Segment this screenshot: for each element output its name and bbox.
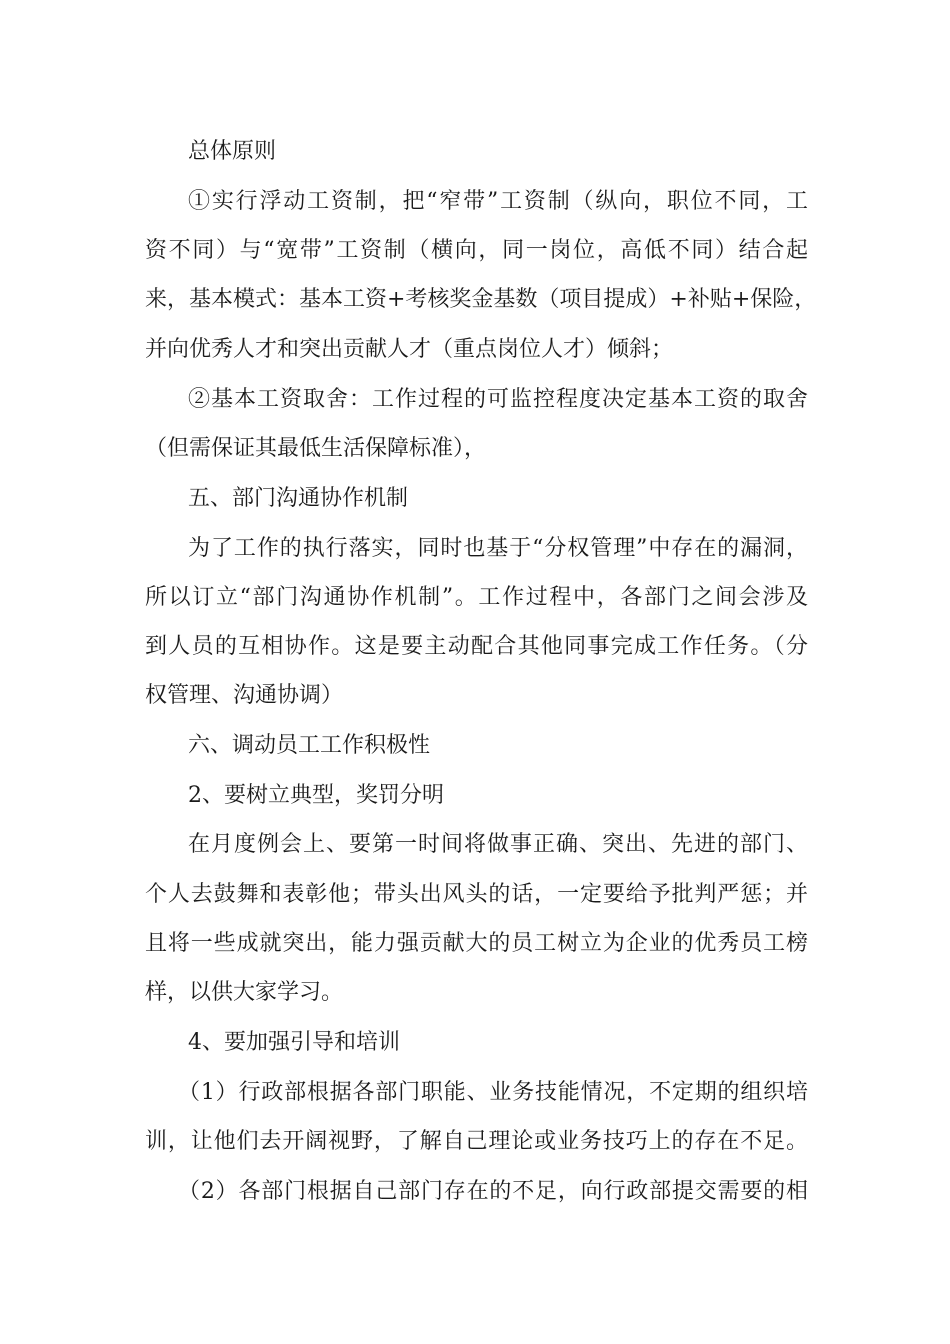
subheading-item-2: 2、要树立典型，奖罚分明: [188, 783, 444, 808]
paragraph-line: （1）行政部根据各部门职能、业务技能情况，不定期的组织培: [178, 1080, 808, 1105]
paragraph-line: 到人员的互相协作。这是要主动配合其他同事完成工作任务。（分: [145, 634, 808, 659]
subheading-item-4: 4、要加强引导和培训: [188, 1030, 400, 1055]
paragraph-line: 并向优秀人才和突出贡献人才（重点岗位人才）倾斜；: [145, 337, 674, 362]
paragraph-line: 样，以供大家学习。: [145, 980, 344, 1005]
paragraph-line: （但需保证其最低生活保障标准），: [145, 436, 487, 461]
paragraph-line: 资不同）与“宽带”工资制（横向，同一岗位，高低不同）结合起: [145, 238, 808, 263]
heading-general-principles: 总体原则: [188, 139, 277, 164]
paragraph-line: 来，基本模式：基本工资+考核奖金基数（项目提成）+补贴+保险，: [145, 287, 817, 312]
paragraph-line: 所以订立“部门沟通协作机制”。工作过程中，各部门之间会涉及: [145, 585, 808, 610]
section-heading-six: 六、调动员工工作积极性: [188, 733, 431, 758]
paragraph-line: 且将一些成就突出，能力强贡献大的员工树立为企业的优秀员工榜: [145, 931, 808, 956]
paragraph-line: ①实行浮动工资制，把“窄带”工资制（纵向，职位不同，工: [188, 189, 808, 214]
paragraph-line: ②基本工资取舍：工作过程的可监控程度决定基本工资的取舍: [188, 387, 808, 412]
paragraph-line: 为了工作的执行落实，同时也基于“分权管理”中存在的漏洞，: [188, 536, 808, 561]
paragraph-line: 训，让他们去开阔视野，了解自己理论或业务技巧上的存在不足。: [145, 1129, 808, 1154]
section-heading-five: 五、部门沟通协作机制: [188, 486, 409, 511]
paragraph-line: （2）各部门根据自己部门存在的不足，向行政部提交需要的相: [178, 1179, 808, 1204]
paragraph-line: 权管理、沟通协调）: [145, 683, 344, 708]
paragraph-line: 个人去鼓舞和表彰他；带头出风头的话，一定要给予批判严惩；并: [145, 882, 808, 907]
paragraph-line: 在月度例会上、要第一时间将做事正确、突出、先进的部门、: [188, 832, 808, 857]
